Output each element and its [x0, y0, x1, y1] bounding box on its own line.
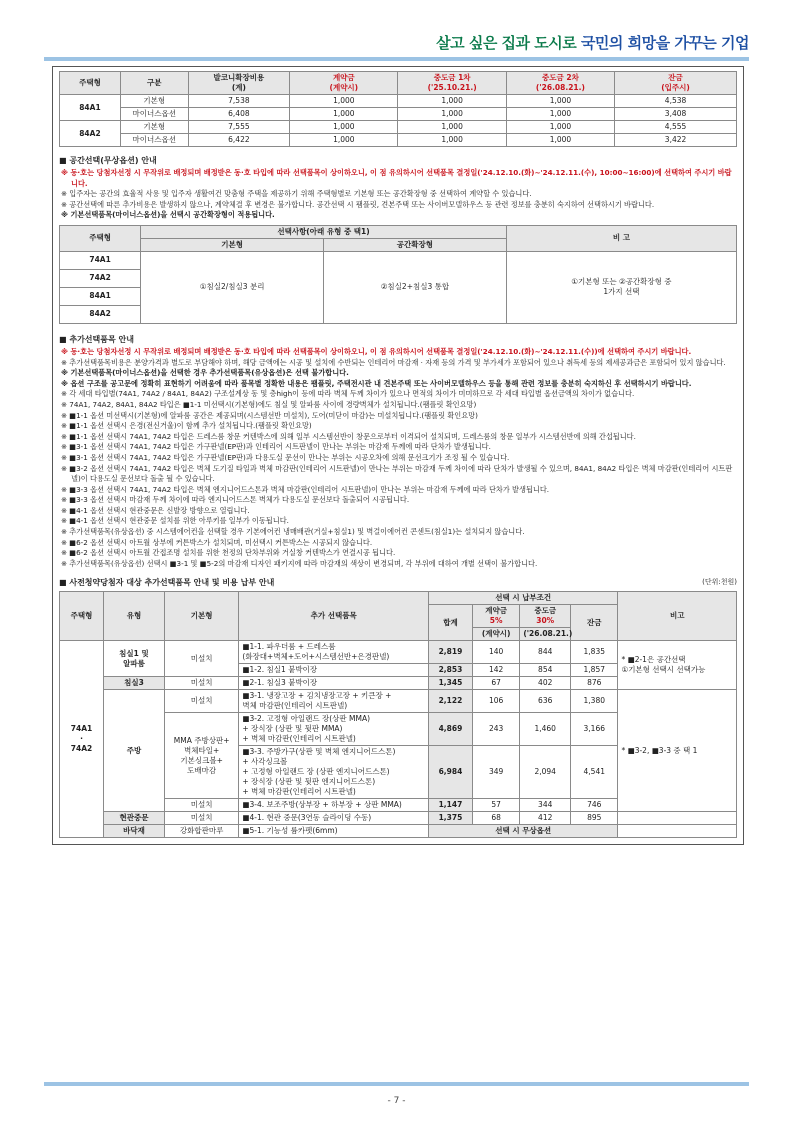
balcony-balance-cell: 3,408 [615, 108, 737, 121]
p-item: ■3-2. 고정형 아일랜드 장(상판 MMA) + 장식장 (상판 및 뒷판 MMA) + 벽체 마감판(인테리어 시트판넬) [239, 713, 429, 746]
p-m: 854 [520, 664, 571, 677]
p-group: 주방 [104, 690, 165, 812]
note-item: ※ ■6-2 옵션 선택시 아트월 상부에 커튼박스가 설치되며, 미선택시 커튼박스는 시공되지 않습니다. [61, 537, 373, 547]
presale-section-title: ■ 사전청약당첨자 대상 추가선택품목 안내 및 비용 납부 안내 [59, 578, 275, 588]
space-type-cell: 84A1 [60, 287, 141, 305]
space-select-table [59, 225, 737, 324]
p-note [618, 825, 737, 838]
space-note-line1: ①기본형 또는 ②공간확장형 중 [571, 277, 672, 287]
p-b: 1,857 [571, 664, 618, 677]
p-h-m-when: ('26.08.21.) [520, 628, 571, 641]
p-c: 349 [472, 746, 519, 799]
p-basic: 미설치 [164, 690, 238, 713]
p-c: 140 [472, 641, 519, 664]
p-b: 895 [571, 812, 618, 825]
p-item: ■4-1. 현관 중문(3연동 슬라이딩 수동) [239, 812, 429, 825]
note-item: ※ 입주자는 공간의 효율적 사용 및 입주자 생활여건 맞춤형 주택을 제공하기 위해 주택형별로 기본형 또는 공간확장형 중 선택하여 계약할 수 있습니다. [61, 189, 532, 199]
content-frame [52, 66, 744, 845]
space-section-title: ■ 공간선택(무상옵션) 안내 [59, 156, 157, 165]
p-total: 2,122 [428, 690, 472, 713]
balcony-header-cell: 중도금 2차 ('26.08.21.) [506, 72, 614, 95]
note-item: ※ 공간선택에 따른 추가비용은 발생하지 않으나, 계약체결 후 변경은 불가합니다. 공간선택 시 팸플릿, 견본주택 또는 사이버모델하우스 등 관련 정보를 충분히 숙지하여 선택하시기 바랍니다. [61, 199, 655, 209]
presale-option-table [59, 591, 737, 838]
p-item: ■1-2. 침실1 붙박이장 [239, 664, 429, 677]
balcony-contract-cell: 1,000 [290, 108, 398, 121]
balcony-header-cell: 계약금 (계약시) [290, 72, 398, 95]
p-h-c-pct: 5% [489, 616, 503, 626]
balcony-header-cell: 발코니확장비용 (계) [188, 72, 290, 95]
p-b: 1,835 [571, 641, 618, 664]
space-h-type: 주택형 [60, 225, 141, 251]
space-h-ext: 공간확장형 [324, 238, 507, 251]
space-note-line2: 1가지 선택 [603, 287, 640, 297]
p-c: 142 [472, 664, 519, 677]
unit-label: (단위:천원) [702, 578, 737, 587]
balcony-header-cell: 구분 [120, 72, 188, 95]
note-item: ※ ■3-2 옵션 선택시 74A1, 74A2 타입은 벽체 도기질 타일과 벽체 마감판(인테리어 시트판넬)이 만나는 부위는 마감재 두께 차이에 따라 단차가 발생될 수 있으며, 84A1, 84A2 타입은 벽체 마감판(인테리어 시트판넬)이 다용도실 문선보다 돌출 될 수 있습니다. [61, 463, 733, 484]
note-item: ※ ■3-1 옵션 선택시 74A1, 74A2 타입은 가구판넬(EP판)과 다용도실 문선이 만나는 부위는 시공오차에 의해 문선크기가 조정 될 수 있습니다. [61, 452, 510, 462]
note-item: ※ ■4-1 옵션 선택시 현관중문 설치를 위한 아루키를 일부가 이동됩니다. [61, 516, 289, 526]
balcony-mid1-cell: 1,000 [398, 108, 506, 121]
note-item: ※ ■3-3 옵션 선택시 마감재 두께 차이에 따라 엔지니어드스톤 벽체가 다용도실 문선보다 돌출되어 시공됩니다. [61, 495, 410, 505]
bottom-rule [44, 1082, 749, 1086]
balcony-mid2-cell: 1,000 [506, 95, 614, 108]
balcony-contract-cell: 1,000 [290, 95, 398, 108]
p-basic: 미설치 [164, 812, 238, 825]
p-m: 1,460 [520, 713, 571, 746]
note-item: ※ 기본선택품목(마이너스옵션)을 선택한 경우 추가선택품목(유상옵션)은 선택 불가합니다. [61, 368, 349, 378]
p-h-pay: 선택 시 납부조건 [428, 592, 618, 605]
page-number: - 7 - [387, 1096, 406, 1106]
note-item: ※ 추가선택품목비용은 분양가격과 별도로 부담해야 하며, 해당 금액에는 시공 및 설치에 수반되는 인테리어 마감재 · 자재 등의 가격 및 부가세가 포함되어 있으나 취득세 등의 제세공과금은 포함되어 있지 않습니다. [61, 357, 726, 367]
balcony-kind-cell: 마이너스옵션 [120, 108, 188, 121]
balcony-total-cell: 7,538 [188, 95, 290, 108]
balcony-mid2-cell: 1,000 [506, 134, 614, 147]
note-item: ※ 동·호는 당첨자선정 시 무작위로 배정되며 배정받은 동·호 타입에 따라 선택품목이 상이하오니, 이 점 유의하시어 선택품목 결정일('24.12.10.(화)~'24.12.11.(수))에 선택하여 주시기 바랍니다. [61, 346, 692, 356]
p-h-total: 합계 [428, 605, 472, 641]
note-item: ※ ■4-1 옵션 선택시 현관중문은 신발장 방향으로 열립니다. [61, 505, 250, 515]
p-h-m-pct: 30% [536, 616, 555, 626]
balcony-kind-cell: 기본형 [120, 121, 188, 134]
balcony-mid1-cell: 1,000 [398, 134, 506, 147]
p-group: 바닥재 [104, 825, 165, 838]
balcony-kind-cell: 마이너스옵션 [120, 134, 188, 147]
p-h-c-when: (계약시) [472, 628, 519, 641]
p-h-m-label: 중도금 [534, 606, 557, 616]
note-item: ※ ■1-1 옵션 선택시 74A1, 74A2 타입은 드레스룸 창문 커텐박스에 의해 일부 시스템선반이 창문으로부터 이격되어 설치되며, 드레스룸의 창문 일부가 시스템선반에 의해 간섭됩니다. [61, 431, 636, 441]
balcony-header-cell: 잔금 (입주시) [615, 72, 737, 95]
balcony-mid1-cell: 1,000 [398, 121, 506, 134]
p-c: 57 [472, 799, 519, 812]
p-b: 876 [571, 677, 618, 690]
p-basic: 미설치 [164, 677, 238, 690]
note-item: ※ ■3-1 옵션 선택시 74A1, 74A2 타입은 가구판넬(EP판)과 인테리어 시트판넬이 만나는 부위는 마감재 두께에 따라 단차가 발생됩니다. [61, 442, 491, 452]
p-m: 402 [520, 677, 571, 690]
p-h-note: 비고 [618, 592, 737, 641]
balcony-mid2-cell: 1,000 [506, 108, 614, 121]
balcony-total-cell: 6,408 [188, 108, 290, 121]
note-item: ※ ■3-3 옵션 선택시 74A1, 74A2 타입은 벽체 엔지니어드스톤과 벽체 마감판(인테리어 시트판넬)이 만나는 부위는 마감재 두께에 따라 단차가 발생됩니다. [61, 484, 550, 494]
space-basic-cell: ①침실2/침실3 분리 [141, 251, 324, 323]
balcony-row [60, 108, 737, 121]
p-item: ■1-1. 파우더룸 + 드레스룸 (화장대+벽체+도어+시스템선반+은경판넬) [239, 641, 429, 664]
p-item: ■2-1. 침실3 붙박이장 [239, 677, 429, 690]
balcony-contract-cell: 1,000 [290, 121, 398, 134]
balcony-kind-cell: 기본형 [120, 95, 188, 108]
p-total: 2,853 [428, 664, 472, 677]
space-h-note: 비 고 [506, 225, 736, 251]
balcony-type-cell: 84A2 [60, 121, 121, 147]
space-h-basic: 기본형 [141, 238, 324, 251]
slogan-blue: 국민의 희망을 가꾸는 기업 [576, 34, 749, 52]
balcony-header-cell: 주택형 [60, 72, 121, 95]
balcony-contract-cell: 1,000 [290, 134, 398, 147]
note-item: ※ 74A1, 74A2, 84A1, 84A2 타입은 ■1-1 미선택시(기본형)에도 침실 및 알파룸 사이에 경량벽체가 설치됩니다.(팸플릿 확인요망) [61, 399, 477, 409]
p-m: 844 [520, 641, 571, 664]
p-b: 4,541 [571, 746, 618, 799]
p-item: ■3-3. 주방가구(상판 및 벽체 엔지니어드스톤) + 사각싱크볼 + 고정형 아일랜드 장 (상판 엔지니어드스톤) + 장식장 (상판 및 뒷판 엔지니어드스톤) + 벽체 마감판(인테리어 시트판넬) [239, 746, 429, 799]
balcony-balance-cell: 3,422 [615, 134, 737, 147]
p-total: 2,819 [428, 641, 472, 664]
space-notes [59, 168, 737, 221]
note-item: ※ 옵션 구조를 공고문에 정확히 표현하기 어려움에 따라 품목별 정확한 내용은 팸플릿, 주택전시관 내 견본주택 또는 사이버모델하우스 등을 통해 관련 정보를 충분히 숙지하신 후 선택하시기 바랍니다. [61, 378, 692, 388]
additional-section-title: ■ 추가선택품목 안내 [59, 334, 134, 344]
note-item: ※ ■6-2 옵션 선택시 아트월 간접조명 설치를 위한 천정의 단차부위와 거실창 커텐박스가 연결시공 됩니다. [61, 548, 396, 558]
balcony-cost-table [59, 71, 737, 147]
p-item: ■3-4. 보조주방(상부장 + 하부장 + 상판 MMA) [239, 799, 429, 812]
p-b: 1,380 [571, 690, 618, 713]
space-ext-cell: ②침실2+침실3 통합 [324, 251, 507, 323]
balcony-mid2-cell: 1,000 [506, 121, 614, 134]
balcony-total-cell: 7,555 [188, 121, 290, 134]
top-rule [44, 57, 749, 61]
balcony-type-cell: 84A1 [60, 95, 121, 121]
p-total: 1,375 [428, 812, 472, 825]
p-group: 현관중문 [104, 812, 165, 825]
p-h-m [520, 605, 571, 628]
note-item: ※ 추가선택품목(유상옵션) 선택시 ■3-1 및 ■5-2의 마감재 디자인 패키지에 따라 마감재의 색상이 변경되며, 각 부위에 대하여 개별 선택이 불가합니다. [61, 558, 538, 568]
p-note: * ■3-2, ■3-3 중 택 1 [618, 690, 737, 812]
p-total: 6,984 [428, 746, 472, 799]
p-total: 1,345 [428, 677, 472, 690]
p-basic: 미설치 [164, 641, 238, 677]
note-item: ※ 각 세대 타입별(74A1, 74A2 / 84A1, 84A2) 구조설계상 동 및 층high이 등에 따라 벽체 두께 차이가 있으나 면적의 차이가 미미하므로 각 세대 타입별 옵션금액의 차이가 없습니다. [61, 389, 635, 399]
balcony-row [60, 95, 737, 108]
p-basic: 미설치 [164, 799, 238, 812]
note-item: ※ ■1-1 옵션 미선택시(기본형)에 알파룸 공간은 제공되며(시스템선반 미설치), 도어(미닫이 마감)는 미설치됩니다.(팸플릿 확인요망) [61, 410, 478, 420]
note-item: ※ 추가선택품목(유상옵션) 중 시스템에어컨을 선택할 경우 기본에어컨 냉매배관(거실+침실1) 및 벽걸이에어컨 콘센트(침실1)는 설치되지 않습니다. [61, 527, 525, 537]
p-item: ■5-1. 기능성 륨카펫(6mm) [239, 825, 429, 838]
p-item: ■3-1. 냉장고장 + 김치냉장고장 + 키큰장 + 벽체 마감판(인테리어 시트판넬) [239, 690, 429, 713]
balcony-total-cell: 6,422 [188, 134, 290, 147]
balcony-balance-cell: 4,538 [615, 95, 737, 108]
p-h-b-label: 잔금 [587, 617, 602, 627]
p-h-basic: 기본형 [164, 592, 238, 641]
p-housetype: 74A1 · 74A2 [60, 641, 104, 838]
p-c: 243 [472, 713, 519, 746]
balcony-balance-cell: 4,555 [615, 121, 737, 134]
p-h-kind: 유형 [104, 592, 165, 641]
p-basic: MMA 주방상판+ 벽체타일+ 기본싱크볼+ 도배마감 [164, 713, 238, 799]
note-item: ※ ■1-1 옵션 선택시 은경(전신거울)이 함께 추가 설치됩니다.(팸플릿 확인요망) [61, 421, 312, 431]
p-c: 68 [472, 812, 519, 825]
p-note: * ■2-1은 공간선택 ①기본형 선택시 선택가능 [618, 641, 737, 690]
balcony-row [60, 134, 737, 147]
p-group: 침실3 [104, 677, 165, 690]
balcony-mid1-cell: 1,000 [398, 95, 506, 108]
space-h-select: 선택사항(아래 유형 중 택1) [141, 225, 507, 238]
p-m: 344 [520, 799, 571, 812]
space-type-cell: 74A2 [60, 269, 141, 287]
p-m: 412 [520, 812, 571, 825]
slogan-green: 살고 싶은 집과 도시로 [436, 34, 577, 52]
p-group: 침실1 및 알파룸 [104, 641, 165, 677]
p-c: 106 [472, 690, 519, 713]
p-b: 3,166 [571, 713, 618, 746]
header-slogan [436, 32, 749, 53]
space-note-cell [506, 251, 736, 323]
note-item: ※ 기본선택품목(마이너스옵션)을 선택시 공간확장형이 적용됩니다. [61, 210, 275, 220]
p-h-item: 추가 선택품목 [239, 592, 429, 641]
p-basic: 강화합판마루 [164, 825, 238, 838]
p-h-c [472, 605, 519, 628]
p-m: 636 [520, 690, 571, 713]
space-type-cell: 84A2 [60, 305, 141, 323]
p-note [618, 812, 737, 825]
p-b: 746 [571, 799, 618, 812]
p-c: 67 [472, 677, 519, 690]
p-total: 4,869 [428, 713, 472, 746]
p-total: 1,147 [428, 799, 472, 812]
p-h-c-label: 계약금 [485, 606, 508, 616]
p-m: 2,094 [520, 746, 571, 799]
balcony-row [60, 121, 737, 134]
additional-notes [59, 347, 737, 569]
p-free: 선택 시 무상옵션 [428, 825, 618, 838]
balcony-header-cell: 중도금 1차 ('25.10.21.) [398, 72, 506, 95]
space-type-cell: 74A1 [60, 251, 141, 269]
p-h-b [571, 605, 618, 641]
page-content [52, 66, 744, 845]
p-h-type: 주택형 [60, 592, 104, 641]
note-item: ※ 동·호는 당첨자선정 시 무작위로 배정되며 배정받은 동·호 타입에 따라 선택품목이 상이하오니, 이 점 유의하시어 선택품목 결정일('24.12.10.(화)~'24.12.11.(수), 10:00~16:00)에 선택하여 주시기 바랍니다. [61, 168, 732, 188]
